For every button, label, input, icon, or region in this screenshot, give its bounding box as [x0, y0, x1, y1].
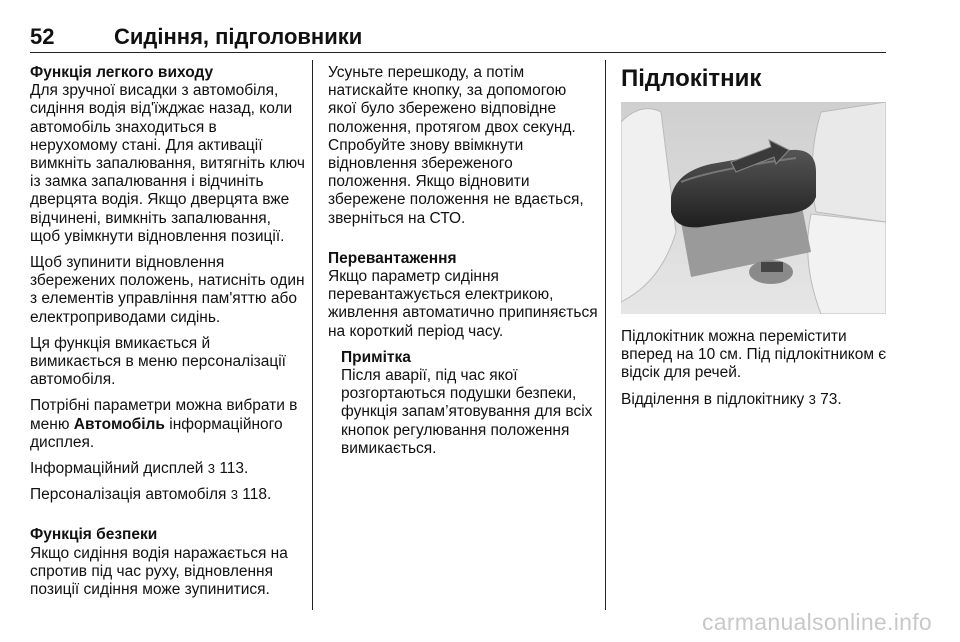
spacer [328, 236, 598, 250]
section-title-armrest: Підлокітник [621, 65, 762, 92]
reference-page: 118. [242, 486, 272, 504]
column-divider-1 [312, 60, 313, 610]
note-title: Примітка [341, 348, 411, 366]
column-divider-2 [605, 60, 606, 610]
reference-arrow-icon: 3 [230, 487, 238, 503]
reference-arrow-icon: 3 [808, 391, 816, 407]
armrest-illustration [621, 102, 886, 314]
note-box [328, 349, 598, 458]
page-title: Сидіння, підголовники [114, 24, 363, 49]
paragraph-easy-exit: Для зручної висадки з автомобіля, сидіння водія від'їжджає назад, коли автомобіль знаходиться в нерухомому стані. Для активації вимкніть запалювання, витягніть ключ із замка запалювання і відчиніть дверцята водія. Якщо дверцята вже відчинені, вимкніть запалювання, щоб увімкнути відновлення позиції. [30, 82, 305, 245]
reference-page: 73. [820, 390, 842, 408]
watermark: carmanualsonline.info [701, 609, 932, 635]
reference-armrest-compartment[interactable] [621, 391, 889, 409]
reference-arrow-icon: 3 [207, 461, 216, 477]
column-3 [621, 64, 889, 417]
settings-text-after: інформаційного дисплея. [30, 415, 283, 451]
reference-text: Відділення в підлокітнику [621, 390, 805, 408]
armrest-figure [621, 102, 886, 314]
paragraph-safety: Якщо сидіння водія наражається на спротив під час руху, відновлення позиції сидіння може зупинитися. [30, 544, 288, 599]
paragraph-settings [30, 397, 305, 452]
settings-text-before: Потрібні параметри можна вибрати в меню [30, 397, 298, 433]
note-body: Після аварії, під час якої розгортаються подушки безпеки, функція запам’ятовування для всіх кнопок регулювання положення вимикається. [341, 367, 593, 457]
column-2 [328, 64, 598, 466]
reference-page: 113. [219, 460, 249, 478]
paragraph-armrest: Підлокітник можна перемістити вперед на 10 см. Під підлокітником є відсік для речей. [621, 328, 887, 382]
heading-overload: Перевантаження [328, 249, 457, 267]
page-number: 52 [30, 24, 55, 49]
paragraph-overload: Якщо параметр сидіння перевантажується електрикою, живлення автоматично припиняється на короткий період часу. [328, 268, 598, 340]
menu-name-vehicle: Автомобіль [73, 415, 165, 433]
page-header [30, 22, 884, 52]
reference-text: Інформаційний дисплей [30, 460, 204, 478]
reference-text: Персоналізація автомобіля [30, 486, 227, 504]
paragraph-remove-obstacle: Усуньте перешкоду, а потім натискайте кнопку, за допомогою якої було збережено відповідне положення, протягом двох секунд. Спробуйте знову ввімкнути відновлення збереженого положення. Якщо відновити збережене положення не вдається, зверніться на СТО. [328, 64, 584, 227]
heading-easy-exit: Функція легкого виходу [30, 64, 214, 81]
reference-info-display[interactable] [30, 460, 305, 478]
reference-personalization[interactable] [30, 486, 305, 504]
header-divider [30, 52, 886, 53]
column-1 [30, 64, 305, 607]
paragraph-toggle: Ця функція вмикається й вимикається в меню персоналізації автомобіля. [30, 334, 286, 389]
paragraph-stop-restore: Щоб зупинити відновлення збережених положень, натисніть один з елементів управління пам'яттю або електроприводами сидінь. [30, 254, 305, 326]
heading-safety: Функція безпеки [30, 526, 158, 544]
spacer [30, 512, 305, 526]
